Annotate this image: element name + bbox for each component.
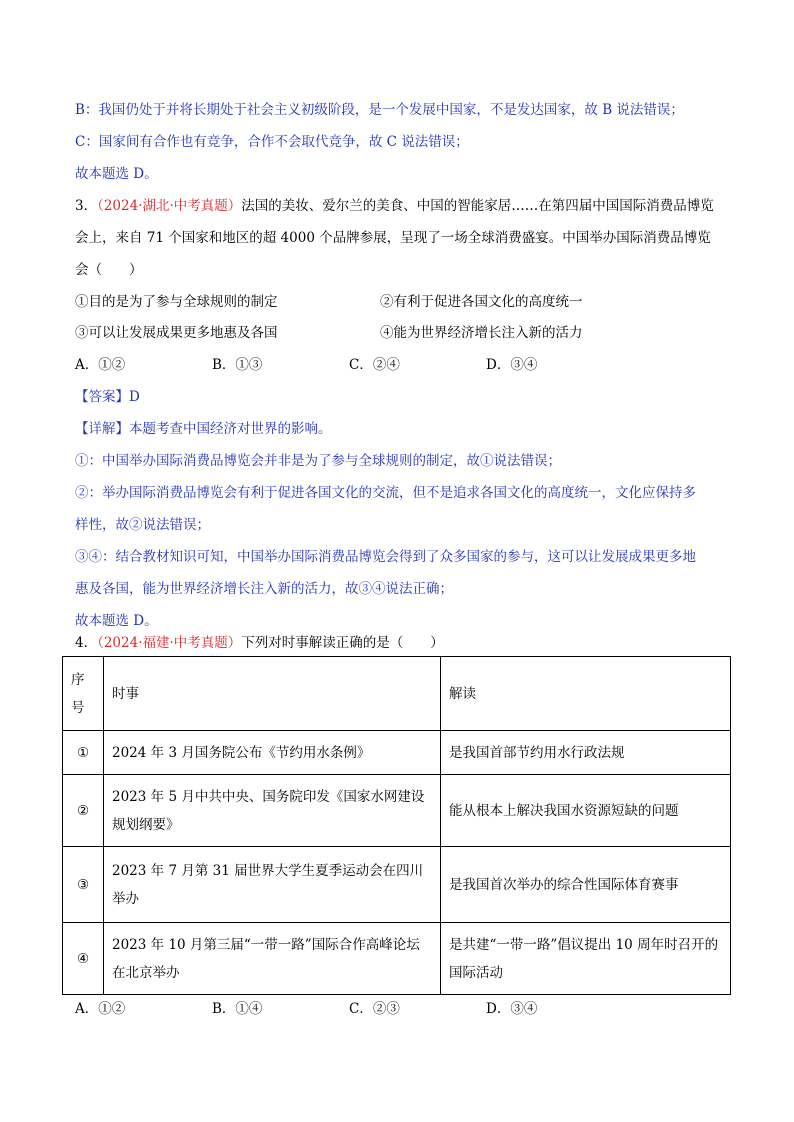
q4-row4-event: 2023 年 10 月第三届“一带一路”国际合作高峰论坛在北京举办 <box>104 923 441 995</box>
q4-row4-reading: 是共建“一带一路”倡议提出 10 周年时召开的国际活动 <box>441 923 731 995</box>
q4-row1-reading: 是我国首部节约用水行政法规 <box>441 731 731 775</box>
q3-conclusion: 故本题选 D。 <box>75 613 158 629</box>
q4-number: 4． <box>75 635 98 651</box>
q4-option-d: D．③④ <box>486 1001 538 1017</box>
q4-header-event: 时事 <box>104 657 441 731</box>
q3-analysis-2-line2: 样性，故②说法错误； <box>75 517 210 533</box>
q4-row1-no: ① <box>63 731 104 775</box>
table-row <box>63 775 731 847</box>
q4-table-header-row <box>63 657 731 731</box>
q3-stem-text: 法国的美妆、爱尔兰的美食、中国的智能家居……在第四届中国国际消费品博览 <box>241 198 714 214</box>
q4-row1-event: 2024 年 3 月国务院公布《节约用水条例》 <box>104 731 441 775</box>
q4-option-c: C．②③ <box>349 1001 400 1017</box>
q3-option-a: A．①② <box>75 357 126 373</box>
q3-options <box>75 356 537 374</box>
q3-stem-line2: 会上，来自 71 个国家和地区的超 4000 个品牌参展，呈现了一场全球消费盛宴。中国举办国际消费品博览 <box>75 230 711 246</box>
q4-row3-no: ③ <box>63 847 104 923</box>
table-row <box>63 847 731 923</box>
q3-option-d: D．③④ <box>486 357 538 373</box>
q3-statement-3: ③可以让发展成果更多地惠及各国 <box>75 325 278 341</box>
q4-stem <box>75 634 444 652</box>
q4-header-no: 序号 <box>63 657 104 731</box>
q3-statements-row1 <box>75 293 725 311</box>
q4-option-b: B．①④ <box>212 1001 263 1017</box>
q3-source: （2024·湖北·中考真题） <box>97 198 242 214</box>
q4-row2-event: 2023 年 5 月中共中央、国务院印发《国家水网建设规划纲要》 <box>104 775 441 847</box>
prev-answer-conclusion: 故本题选 D。 <box>75 166 158 182</box>
q3-statement-1: ①目的是为了参与全球规则的制定 <box>75 294 278 310</box>
q3-statements-row2 <box>75 324 725 342</box>
table-row <box>63 731 731 775</box>
q4-row3-reading: 是我国首次举办的综合性国际体育赛事 <box>441 847 731 923</box>
q3-option-c: C．②④ <box>349 357 400 373</box>
q3-analysis-3-line2: 惠及各国，能为世界经济增长注入新的活力，故③④说法正确； <box>75 581 453 597</box>
q4-row2-reading: 能从根本上解决我国水资源短缺的问题 <box>441 775 731 847</box>
q3-answer: 【答案】D <box>75 389 140 405</box>
q4-row3-event: 2023 年 7 月第 31 届世界大学生夏季运动会在四川举办 <box>104 847 441 923</box>
q3-analysis-3-line1: ③④：结合教材知识可知，中国举办国际消费品博览会得到了众多国家的参与，这可以让发展成果更多地 <box>75 549 696 565</box>
table-row <box>63 923 731 995</box>
q3-stem-line1 <box>75 197 714 215</box>
q3-stem-line3: 会（ ） <box>75 262 143 278</box>
q3-statement-4: ④能为世界经济增长注入新的活力 <box>380 325 583 341</box>
prev-answer-c: C：国家间有合作也有竞争，合作不会取代竞争，故 C 说法错误； <box>75 134 469 150</box>
q4-options <box>75 1000 537 1018</box>
q3-detail: 【详解】本题考查中国经济对世界的影响。 <box>75 421 332 437</box>
q4-source: （2024·福建·中考真题） <box>97 635 242 651</box>
q4-option-a: A．①② <box>75 1001 126 1017</box>
q4-row2-no: ② <box>63 775 104 847</box>
q4-header-reading: 解读 <box>441 657 731 731</box>
q3-option-b: B．①③ <box>212 357 263 373</box>
q4-row4-no: ④ <box>63 923 104 995</box>
prev-answer-b: B：我国仍处于并将长期处于社会主义初级阶段，是一个发展中国家，不是发达国家，故 B 说法错误； <box>75 102 684 118</box>
q3-number: 3． <box>75 198 98 214</box>
q3-analysis-2-line1: ②：举办国际消费品博览会有利于促进各国文化的交流，但不是追求各国文化的高度统一，文化应保持多 <box>75 485 696 501</box>
q4-table <box>62 656 731 995</box>
q3-statement-2: ②有利于促进各国文化的高度统一 <box>380 294 583 310</box>
q3-analysis-1: ①：中国举办国际消费品博览会并非是为了参与全球规则的制定，故①说法错误； <box>75 453 561 469</box>
q4-stem-text: 下列对时事解读正确的是（ ） <box>241 635 444 651</box>
